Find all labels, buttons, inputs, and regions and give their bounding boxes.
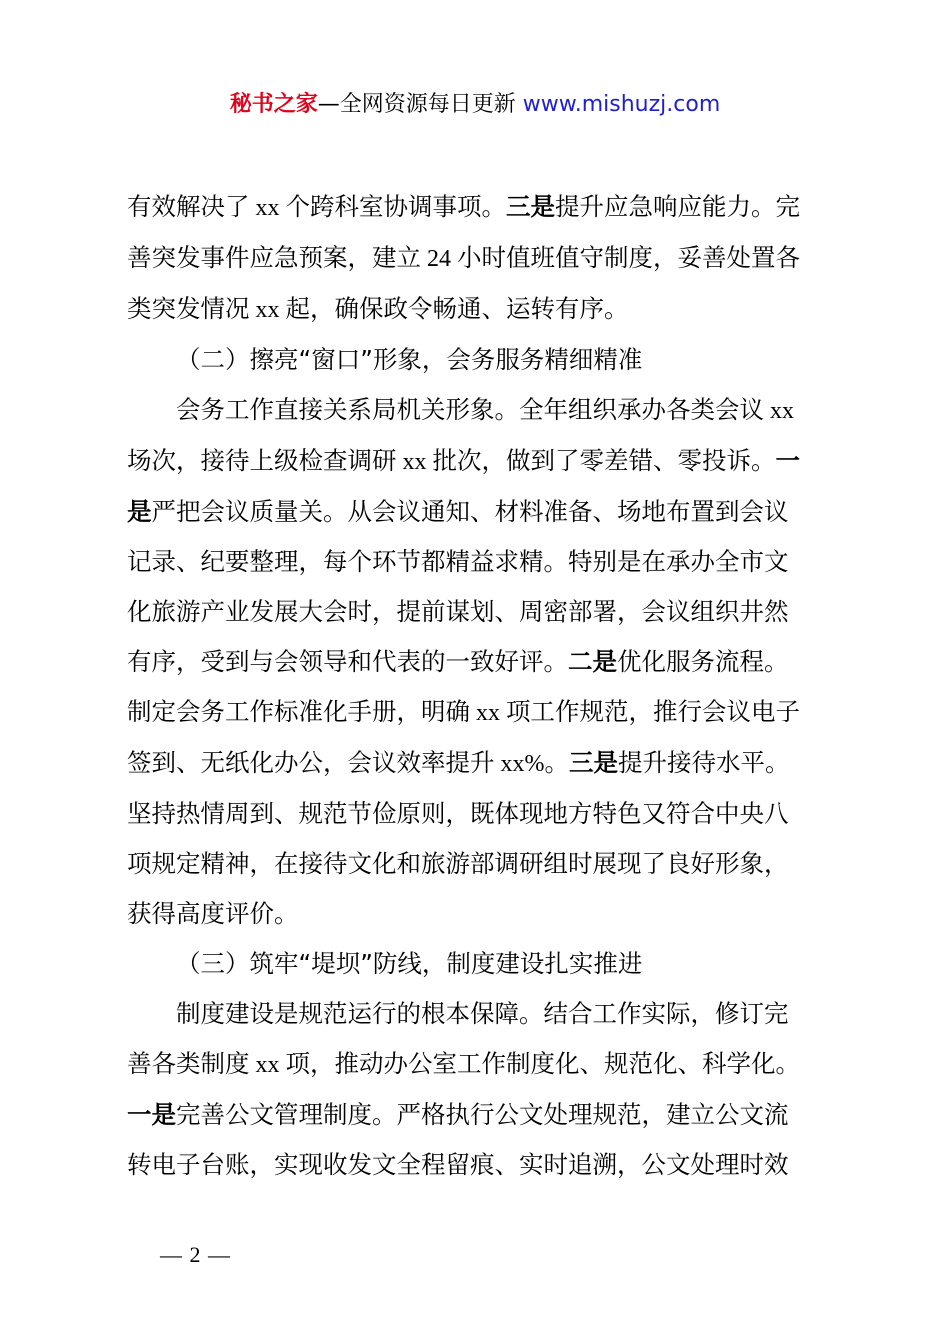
body-line: 获得高度评价。 [127, 899, 299, 928]
text-run: 项，推动办公室工作制度化、规范化、科学化。 [285, 1049, 800, 1078]
bold-ordinal: 一是 [127, 1100, 176, 1129]
text-run: 项工作规范，推行会议电子 [506, 697, 800, 726]
body-line [127, 182, 847, 233]
text-run: xx% [494, 751, 545, 777]
body-line [127, 487, 847, 537]
body-line [127, 284, 847, 335]
text-run: xx [470, 700, 506, 726]
text-run: 善各类制度 [127, 1049, 250, 1078]
brand-name: 秘书之家 [229, 92, 318, 117]
body-line [127, 687, 847, 738]
header-tagline: —全网资源每日更新 [317, 92, 523, 117]
text-run: xx [764, 398, 794, 424]
text-run: 签到、无纸化办公，会议效率提升 [127, 748, 495, 777]
text-run: 提升应急响应能力。完 [555, 192, 800, 221]
text-run: 起，确保政令畅通、运转有序。 [285, 294, 629, 323]
body-line [127, 233, 847, 284]
section-heading-2: （二）擦亮“窗口”形象，会务服务精细精准 [176, 345, 643, 374]
body-line: 转电子台账，实现收发文全程留痕、实时追溯，公文处理时效 [127, 1150, 789, 1179]
bold-ordinal: 三是 [569, 748, 618, 777]
bold-ordinal: 二是 [568, 647, 617, 676]
header-url-link[interactable]: www.mishuzj.com [522, 92, 721, 117]
text-run: 制定会务工作标准化手册，明确 [127, 697, 470, 726]
body-line: 制度建设是规范运行的根本保障。结合工作实际，修订完 [176, 999, 789, 1028]
text-run: 类突发情况 [127, 294, 250, 323]
text-run: 严把会议质量关。从会议通知、材料准备、场地布置到会议 [151, 497, 789, 526]
text-run: xx [249, 1052, 286, 1078]
text-run: 小时值班值守制度，妥善处置各 [457, 243, 800, 272]
text-run: 会务工作直接关系局机关形象。全年组织承办各类会议 [176, 395, 764, 424]
text-run: 。 [544, 748, 569, 777]
text-run: 场次，接待上级检查调研 [127, 446, 397, 475]
text-run: 优化服务流程。 [617, 647, 789, 676]
body-line [127, 1039, 847, 1090]
text-run: 有效解决了 [127, 192, 250, 221]
text-run: 24 [421, 246, 457, 272]
page-header [0, 90, 950, 120]
text-run: xx [249, 297, 286, 323]
bold-ordinal: 是 [127, 497, 152, 526]
page-number: — 2 — [160, 1242, 231, 1267]
text-run: xx [396, 449, 433, 475]
text-run: 善突发事件应急预案，建立 [127, 243, 421, 272]
text-run: 完善公文管理制度。严格执行公文处理规范，建立公文流 [176, 1100, 789, 1129]
document-body [127, 182, 847, 1190]
body-line [127, 738, 847, 789]
text-run: 批次，做到了零差错、零投诉。 [432, 446, 776, 475]
bold-ordinal: 三是 [506, 192, 555, 221]
body-line: 坚持热情周到、规范节俭原则，既体现地方特色又符合中央八 [127, 799, 789, 828]
body-line: 记录、纪要整理，每个环节都精益求精。特别是在承办全市文 [127, 547, 789, 576]
body-line [127, 637, 847, 687]
body-line: 化旅游产业发展大会时，提前谋划、周密部署，会议组织井然 [127, 597, 789, 626]
bold-ordinal: 一 [775, 446, 800, 475]
text-run: 个跨科室协调事项。 [285, 192, 506, 221]
body-line: 项规定精神，在接待文化和旅游部调研组时展现了良好形象， [127, 849, 789, 878]
text-run: 有序，受到与会领导和代表的一致好评。 [127, 647, 568, 676]
text-run: 提升接待水平。 [618, 748, 790, 777]
body-line [127, 385, 847, 436]
text-run: xx [249, 195, 286, 221]
section-heading-3: （三）筑牢“堤坝”防线，制度建设扎实推进 [176, 949, 643, 978]
body-line [127, 436, 847, 487]
body-line [127, 1090, 847, 1140]
